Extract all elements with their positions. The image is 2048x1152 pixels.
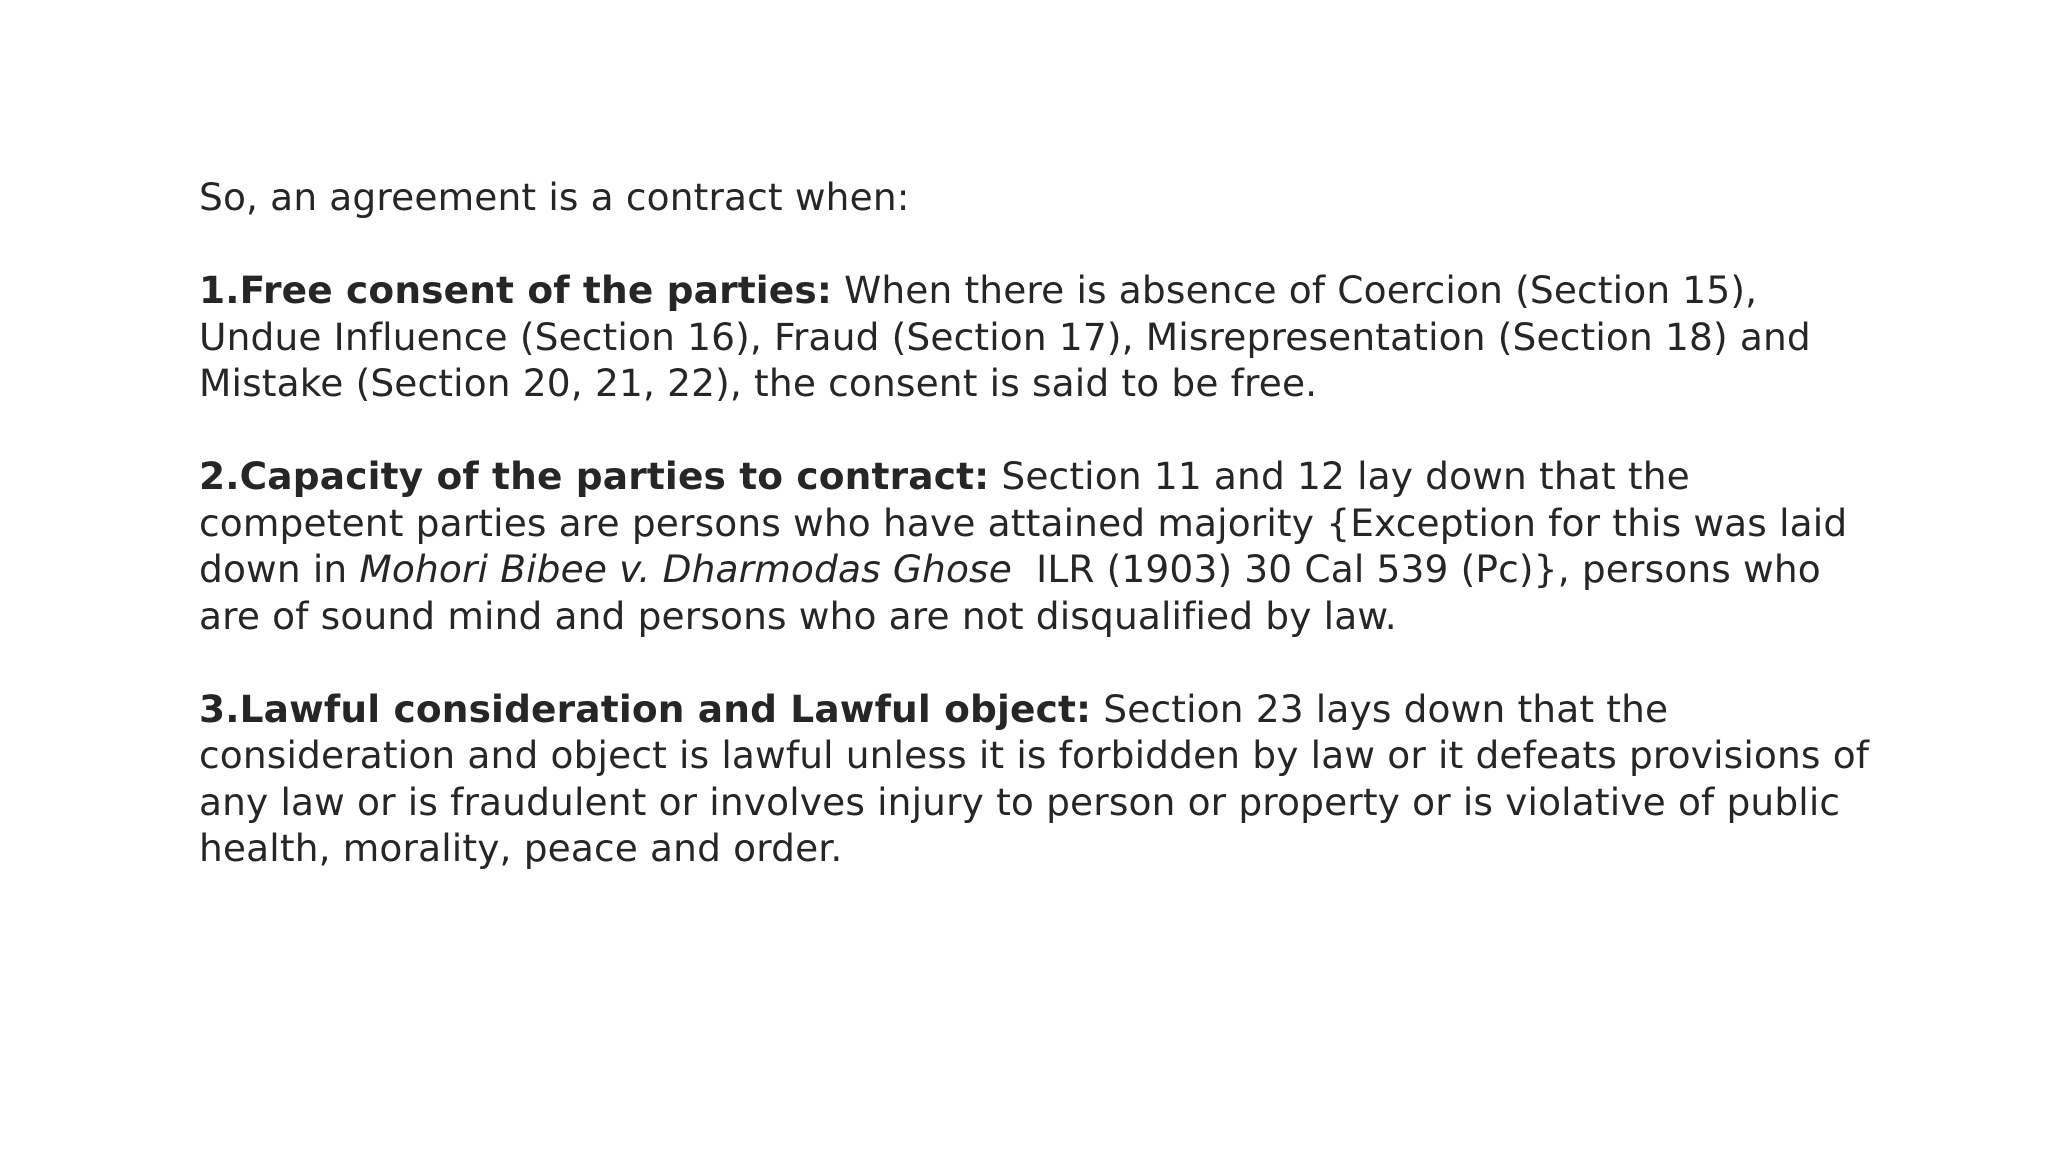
intro-text: So, an agreement is a contract when: [199,175,910,219]
spacer [199,639,1879,686]
point-text-continued: ILR (1903) 30 Cal 539 (Pc)}, persons who are of sound mind and persons who are not disqualified by law. [199,547,1833,638]
spacer [199,407,1879,454]
case-citation: Mohori Bibee v. Dharmodas Ghose [359,547,1012,591]
point-lawful-object [199,686,1879,872]
point-free-consent [199,267,1879,407]
point-capacity [199,453,1879,639]
point-text: Section 11 and 12 lay down that the competent parties are persons who have attained majority {Exception for this was laid down in [199,454,1848,591]
point-heading: 3.Lawful consideration and Lawful object: [199,686,1092,731]
spacer [199,221,1879,268]
point-heading: 2.Capacity of the parties to contract: [199,454,990,498]
point-text: Section 23 lays down that the consideration and object is lawful unless it is forbidden by law or it defeats provisions of any law or is fraudulent or involves injury to person or property or is violative of public health, morality, peace and order. [199,686,1870,870]
slide-body [199,174,1879,872]
point-text: When there is absence of Coercion (Section 15), Undue Influence (Section 16), Fraud (Section 17), Misrepresentation (Section 18) and Mistake (Section 20, 21, 22), the consent is said to be free. [199,268,1811,405]
point-heading: 1.Free consent of the parties: [199,268,833,312]
